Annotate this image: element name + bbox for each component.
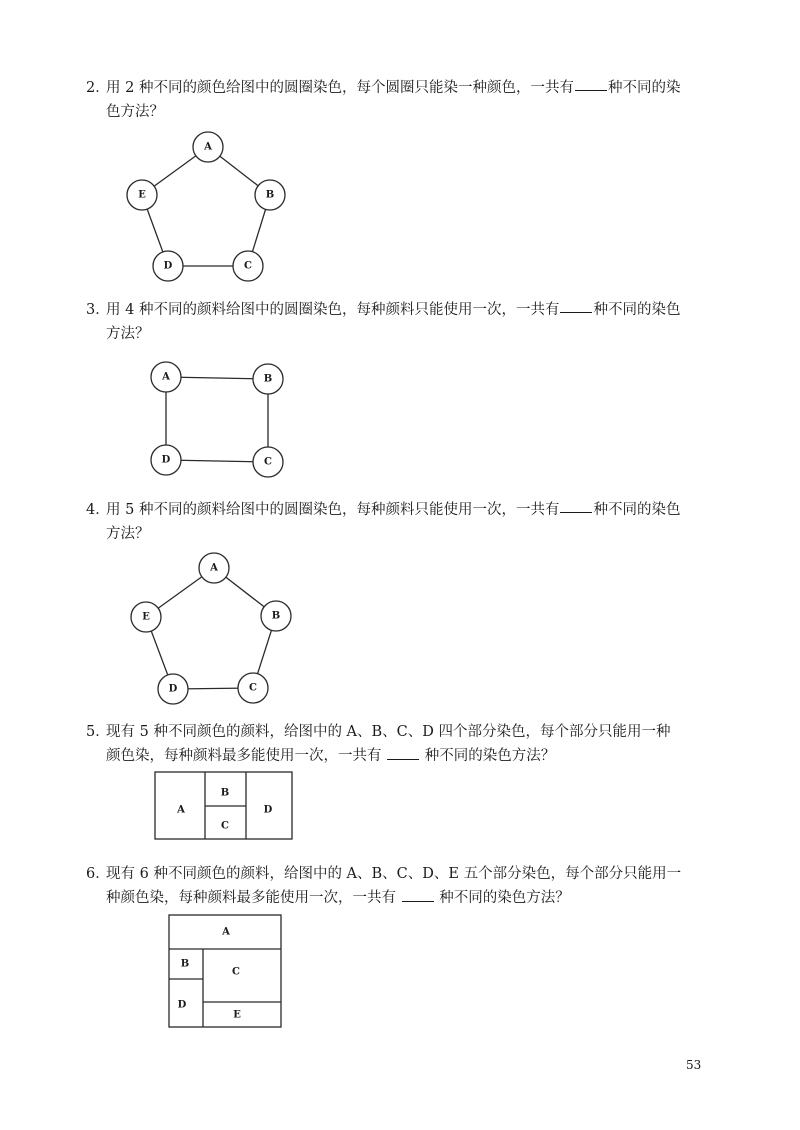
svg-text:E: E [142, 611, 150, 623]
svg-text:A: A [210, 562, 218, 574]
region-b-label: B [180, 958, 190, 970]
problem-text: 颜色染，每种颜料最多能使用一次，一共有 [106, 748, 382, 764]
problem-number: 6． [86, 866, 110, 882]
problem-text: 种不同的染 [607, 80, 681, 96]
svg-text:A: A [204, 141, 212, 153]
problem-number: 3． [86, 302, 110, 318]
region-a-label: A [177, 804, 185, 816]
problem-text: 种不同的染色 [593, 502, 681, 518]
problem-text: 现有 5 种不同颜色的颜料，给图中的 A、B、C、D 四个部分染色，每个部分只能用一种 [106, 724, 671, 740]
region-d-label: D [263, 804, 273, 816]
svg-text:B: B [263, 373, 273, 385]
problem-text: 方法？ [106, 526, 150, 542]
svg-text:D: D [161, 454, 171, 466]
svg-text:C: C [249, 682, 257, 694]
problem-text: 方法？ [106, 326, 150, 342]
problem-text: 用 4 种不同的颜料给图中的圆圈染色，每种颜料只能使用一次，一共有 [106, 302, 560, 318]
problem-text: 用 5 种不同的颜料给图中的圆圈染色，每种颜料只能使用一次，一共有 [106, 502, 560, 518]
region-c-label: C [232, 966, 240, 978]
problem-number: 5． [86, 724, 110, 740]
svg-text:C: C [264, 456, 272, 468]
problem-text: 种不同的染色方法？ [439, 890, 570, 906]
problem-text: 色方法？ [106, 104, 164, 120]
svg-text:B: B [265, 189, 275, 201]
problem-text: 种颜色染，每种颜料最多能使用一次，一共有 [106, 890, 396, 906]
svg-text:A: A [162, 371, 170, 383]
svg-text:D: D [163, 260, 173, 272]
problem-text: 现有 6 种不同颜色的颜料，给图中的 A、B、C、D、E 五个部分染色，每个部分只能用一 [106, 866, 682, 882]
problem-text: 用 2 种不同的颜色给图中的圆圈染色，每个圆圈只能染一种颜色，一共有 [106, 80, 574, 96]
problem-text: 种不同的染色方法？ [424, 748, 556, 764]
svg-text:E: E [138, 189, 146, 201]
svg-text:C: C [244, 260, 252, 272]
problem-number: 2． [86, 80, 110, 96]
problem-number: 4． [86, 502, 110, 518]
region-d-label: D [177, 999, 187, 1011]
region-e-label: E [233, 1009, 241, 1021]
region-a-label: A [222, 926, 230, 938]
svg-text:B: B [271, 610, 281, 622]
problem-text: 种不同的染色 [593, 302, 681, 318]
svg-text:D: D [168, 683, 178, 695]
region-b-label: B [220, 787, 230, 799]
page-number: 53 [686, 1058, 702, 1072]
region-c-label: C [221, 820, 229, 832]
